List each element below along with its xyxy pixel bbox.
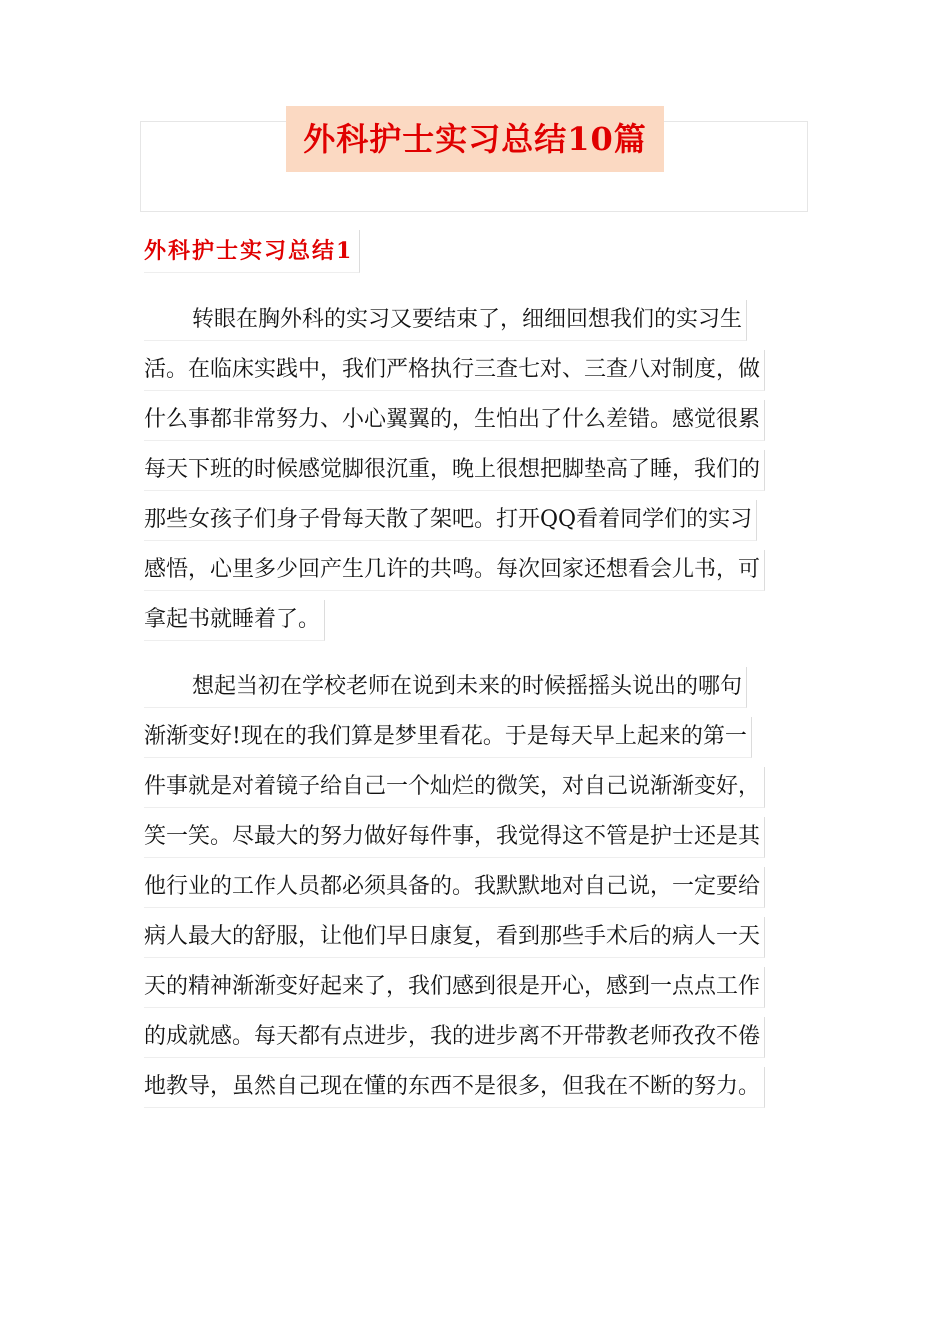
- document-title: 外科护士实习总结10篇: [286, 106, 664, 172]
- paragraph-2-line-7: 天的精神渐渐变好起来了，我们感到很是开心，感到一点点工作: [144, 967, 765, 1008]
- paragraph-1-line-1: 转眼在胸外科的实习又要结束了，细细回想我们的实习生: [144, 300, 747, 341]
- paragraph-1-line-5: 那些女孩子们身子骨每天散了架吧。打开QQ看着同学们的实习: [144, 500, 757, 541]
- paragraph-1-line-2: 活。在临床实践中，我们严格执行三查七对、三查八对制度，做: [144, 350, 765, 391]
- paragraph-2-line-8: 的成就感。每天都有点进步，我的进步离不开带教老师孜孜不倦: [144, 1017, 765, 1058]
- section-heading: 外科护士实习总结1: [144, 230, 360, 273]
- paragraph-1-line-4: 每天下班的时候感觉脚很沉重，晚上很想把脚垫高了睡，我们的: [144, 450, 765, 491]
- paragraph-2-line-4: 笑一笑。尽最大的努力做好每件事，我觉得这不管是护士还是其: [144, 817, 765, 858]
- paragraph-2-line-1: 想起当初在学校老师在说到未来的时候摇摇头说出的哪句: [144, 667, 747, 708]
- paragraph-2-line-3: 件事就是对着镜子给自己一个灿烂的微笑，对自己说渐渐变好，: [144, 767, 765, 808]
- paragraph-1-line-6: 感悟，心里多少回产生几许的共鸣。每次回家还想看会儿书，可: [144, 550, 765, 591]
- paragraph-2-line-5: 他行业的工作人员都必须具备的。我默默地对自己说，一定要给: [144, 867, 765, 908]
- paragraph-1-line-3: 什么事都非常努力、小心翼翼的，生怕出了什么差错。感觉很累: [144, 400, 765, 441]
- paragraph-2-line-2: 渐渐变好!现在的我们算是梦里看花。于是每天早上起来的第一: [144, 717, 752, 758]
- paragraph-1-line-7: 拿起书就睡着了。: [144, 600, 325, 641]
- paragraph-2-line-6: 病人最大的舒服，让他们早日康复，看到那些手术后的病人一天: [144, 917, 765, 958]
- paragraph-2-line-9: 地教导，虽然自己现在懂的东西不是很多，但我在不断的努力。: [144, 1067, 765, 1108]
